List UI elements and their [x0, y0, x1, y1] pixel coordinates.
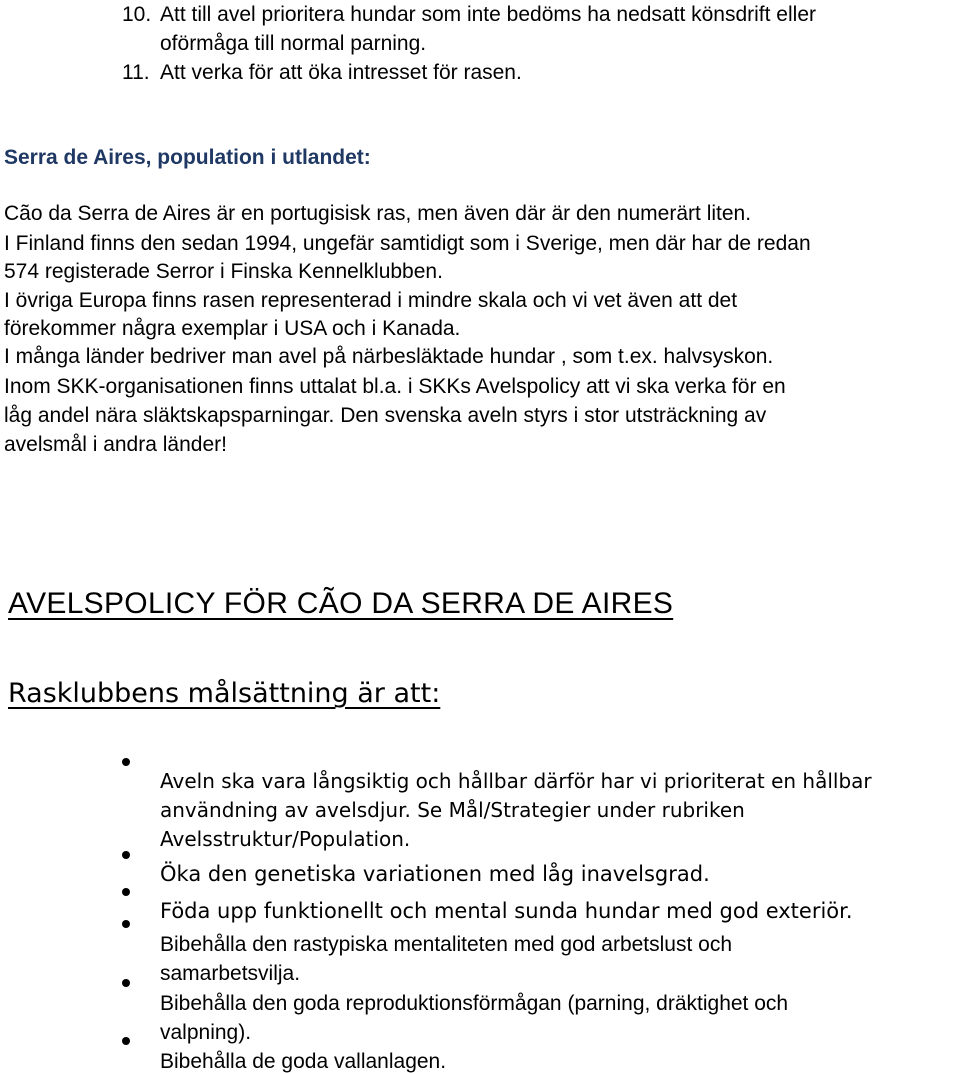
paragraph-line: avelsmål i andra länder!	[4, 433, 227, 456]
bullet-icon	[122, 888, 130, 896]
paragraph-line: I övriga Europa finns rasen representerad i mindre skala och vi vet även att det	[4, 289, 738, 312]
paragraph-line: 574 registerade Serror i Finska Kennelklubben.	[4, 260, 443, 283]
list-item-line: Bibehålla de goda vallanlagen.	[160, 1050, 447, 1073]
paragraph-line: låg andel nära släktskapsparningar. Den svenska aveln styrs i stor utsträckning av	[4, 404, 767, 427]
list-number: 11.	[122, 61, 150, 84]
bullet-icon	[122, 1037, 130, 1045]
list-item-line: användning av avelsdjur. Se Mål/Strategier under rubriken	[160, 798, 745, 822]
bullet-icon	[122, 851, 130, 859]
list-item-line: Bibehålla den goda reproduktionsförmågan (parning, dräktighet och	[160, 992, 789, 1015]
list-item-line: Öka den genetiska variationen med låg inavelsgrad.	[160, 862, 710, 886]
paragraph-line: I många länder bedriver man avel på närbesläktade hundar , som t.ex. halvsyskon.	[4, 345, 774, 368]
list-item-line: Bibehålla den rastypiska mentaliteten med god arbetslust och	[160, 933, 733, 956]
list-item-line: Föda upp funktionellt och mental sunda hundar med god exteriör.	[160, 899, 853, 923]
section-heading: Serra de Aires, population i utlandet:	[4, 146, 371, 169]
paragraph-line: Cão da Serra de Aires är en portugisisk ras, men även där är den numerärt liten.	[4, 202, 752, 225]
paragraph-line: I Finland finns den sedan 1994, ungefär samtidigt som i Sverige, men där har de redan	[4, 232, 811, 255]
policy-subtitle: Rasklubbens målsättning är att:	[8, 678, 441, 709]
policy-title: AVELSPOLICY FÖR CÃO DA SERRA DE AIRES	[8, 587, 674, 620]
list-number: 10.	[122, 3, 152, 26]
list-item-line: samarbetsvilja.	[160, 962, 301, 985]
paragraph-line: förekommer några exemplar i USA och i Kanada.	[4, 317, 461, 340]
paragraph-line: Inom SKK-organisationen finns uttalat bl.a. i SKKs Avelspolicy att vi ska verka för en	[4, 375, 786, 398]
bullet-icon	[122, 920, 130, 928]
list-item-line: Avelsstruktur/Population.	[160, 827, 411, 851]
list-item-line: valpning).	[160, 1021, 252, 1044]
list-item-line: oförmåga till normal parning.	[160, 32, 427, 55]
bullet-icon	[122, 979, 130, 987]
list-item-line: Att verka för att öka intresset för rasen.	[160, 61, 522, 84]
list-item-line: Att till avel prioritera hundar som inte bedöms ha nedsatt könsdrift eller	[160, 3, 816, 26]
bullet-icon	[122, 758, 130, 766]
list-item-line: Aveln ska vara långsiktig och hållbar därför har vi prioriterat en hållbar	[160, 769, 872, 793]
